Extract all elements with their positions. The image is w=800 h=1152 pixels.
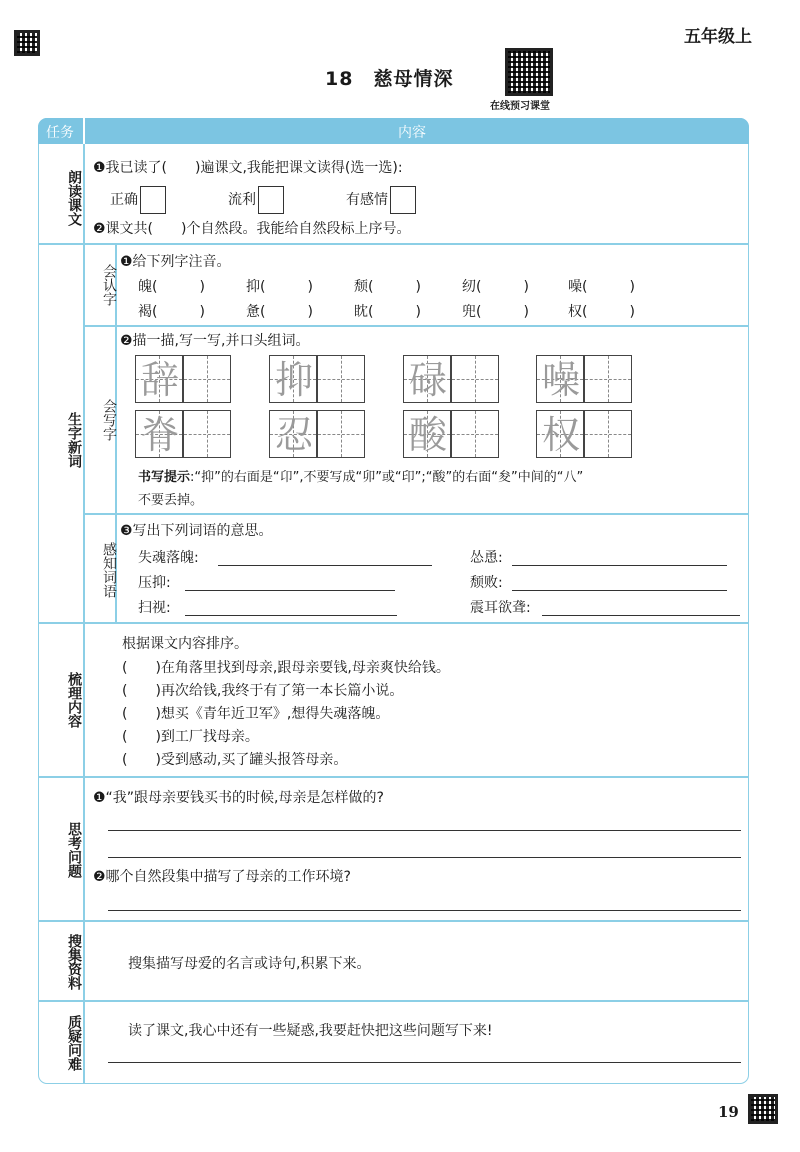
section-label-organize: 梳理内容 xyxy=(66,672,82,728)
pinyin-item[interactable]: 抑( ) xyxy=(246,279,313,295)
tracing-char: 噪 xyxy=(541,358,580,402)
write-instruction: ❷描一描,写一写,并口头组词。 xyxy=(120,333,310,349)
qr-code-bottom-right[interactable] xyxy=(748,1094,778,1124)
content-column-header: 内容 xyxy=(398,125,426,141)
writing-grid-blank[interactable] xyxy=(451,355,499,403)
term-label: 失魂落魄: xyxy=(138,550,199,566)
collect-instruction: 搜集描写母爱的名言或诗句,积累下来。 xyxy=(128,956,371,972)
writing-grid-model xyxy=(269,410,317,458)
sub-label-understand: 感知词语 xyxy=(101,542,117,598)
task-column-header: 任务 xyxy=(46,125,74,141)
page-number: 19 xyxy=(718,1103,739,1121)
pinyin-item[interactable]: 魄( ) xyxy=(138,279,205,295)
writing-grid-blank[interactable] xyxy=(317,355,365,403)
recognize-instruction: ❶给下列字注音。 xyxy=(120,254,231,270)
reading-option-correct[interactable]: 正确 xyxy=(110,186,166,214)
reading-question-1: ❶我已读了( )遍课文,我能把课文读得(选一选): xyxy=(93,160,403,176)
answer-line[interactable] xyxy=(512,565,727,566)
answer-line[interactable] xyxy=(542,615,740,616)
thinking-question-1: ❶“我”跟母亲要钱买书的时候,母亲是怎样做的? xyxy=(93,790,384,806)
table-header xyxy=(38,118,749,144)
section-label-new-words: 生字新词 xyxy=(66,412,82,468)
answer-line[interactable] xyxy=(108,910,741,911)
option-checkbox[interactable] xyxy=(258,186,284,214)
tracing-char: 辞 xyxy=(140,358,179,402)
writing-grid-blank[interactable] xyxy=(451,410,499,458)
reading-question-2: ❷课文共( )个自然段。我能给自然段标上序号。 xyxy=(93,221,411,237)
pinyin-item[interactable]: 褐( ) xyxy=(138,304,205,320)
option-checkbox[interactable] xyxy=(390,186,416,214)
tracing-char: 脊 xyxy=(140,413,179,457)
pinyin-item[interactable]: 兜( ) xyxy=(462,304,529,320)
tracing-char: 碌 xyxy=(408,358,447,402)
section-label-collect: 搜集资料 xyxy=(66,934,82,990)
writing-grid-blank[interactable] xyxy=(183,355,231,403)
writing-grid-blank[interactable] xyxy=(317,410,365,458)
doubts-instruction: 读了课文,我心中还有一些疑惑,我要赶快把这些问题写下来! xyxy=(128,1023,493,1039)
ordering-item[interactable]: ( )在角落里找到母亲,跟母亲要钱,母亲爽快给钱。 xyxy=(122,660,450,676)
term-label: 压抑: xyxy=(138,575,171,591)
writing-grid-model xyxy=(536,410,584,458)
organize-intro: 根据课文内容排序。 xyxy=(122,636,248,652)
qr-code-top-left[interactable] xyxy=(14,30,40,56)
pinyin-item[interactable]: 噪( ) xyxy=(568,279,635,295)
writing-grid-blank[interactable] xyxy=(584,410,632,458)
ordering-item[interactable]: ( )想买《青年近卫军》,想得失魂落魄。 xyxy=(122,706,390,722)
writing-grid-model xyxy=(269,355,317,403)
writing-grid-model xyxy=(403,410,451,458)
ordering-item[interactable]: ( )到工厂找母亲。 xyxy=(122,729,259,745)
ordering-item[interactable]: ( )受到感动,买了罐头报答母亲。 xyxy=(122,752,348,768)
thinking-question-2: ❷哪个自然段集中描写了母亲的工作环境? xyxy=(93,869,351,885)
reading-option-emotion[interactable]: 有感情 xyxy=(346,186,416,214)
term-label: 震耳欲聋: xyxy=(470,600,531,616)
tracing-char: 忍 xyxy=(274,413,313,457)
reading-option-fluent[interactable]: 流利 xyxy=(228,186,284,214)
term-label: 扫视: xyxy=(138,600,171,616)
understand-instruction: ❸写出下列词语的意思。 xyxy=(120,523,273,539)
term-label: 颓败: xyxy=(470,575,503,591)
tracing-char: 酸 xyxy=(408,413,447,457)
writing-grid-model xyxy=(135,355,183,403)
section-label-doubts: 质疑问难 xyxy=(66,1015,82,1071)
grade-label: 五年级上 xyxy=(684,27,752,47)
lesson-title: 18 慈母情深 xyxy=(325,68,454,90)
writing-grid-model xyxy=(536,355,584,403)
qr-code-preview[interactable] xyxy=(505,48,553,96)
option-checkbox[interactable] xyxy=(140,186,166,214)
pinyin-item[interactable]: 权( ) xyxy=(568,304,635,320)
writing-tip: 书写提示:“抑”的右面是“卬”,不要写成“卯”或“印”;“酸”的右面“夋”中间的“八” xyxy=(138,470,584,485)
answer-line[interactable] xyxy=(108,830,741,831)
answer-line[interactable] xyxy=(185,615,397,616)
answer-line[interactable] xyxy=(185,590,395,591)
tracing-char: 抑 xyxy=(274,358,313,402)
pinyin-item[interactable]: 颓( ) xyxy=(354,279,421,295)
section-label-reading: 朗读课文 xyxy=(66,170,82,226)
sub-label-recognize: 会认字 xyxy=(101,264,117,306)
writing-grid-blank[interactable] xyxy=(183,410,231,458)
qr-label: 在线预习课堂 xyxy=(490,101,550,112)
writing-tip-cont: 不要丢掉。 xyxy=(138,493,204,508)
answer-line[interactable] xyxy=(218,565,432,566)
ordering-item[interactable]: ( )再次给钱,我终于有了第一本长篇小说。 xyxy=(122,683,404,699)
tracing-char: 权 xyxy=(541,413,580,457)
pinyin-item[interactable]: 眈( ) xyxy=(354,304,421,320)
writing-grid-blank[interactable] xyxy=(584,355,632,403)
answer-line[interactable] xyxy=(108,857,741,858)
writing-grid-model xyxy=(403,355,451,403)
pinyin-item[interactable]: 惫( ) xyxy=(246,304,313,320)
answer-line[interactable] xyxy=(512,590,727,591)
sub-label-write: 会写字 xyxy=(101,399,117,441)
writing-grid-model xyxy=(135,410,183,458)
term-label: 怂恿: xyxy=(470,550,503,566)
answer-line[interactable] xyxy=(108,1062,741,1063)
section-label-thinking: 思考问题 xyxy=(66,822,82,878)
pinyin-item[interactable]: 纫( ) xyxy=(462,279,529,295)
